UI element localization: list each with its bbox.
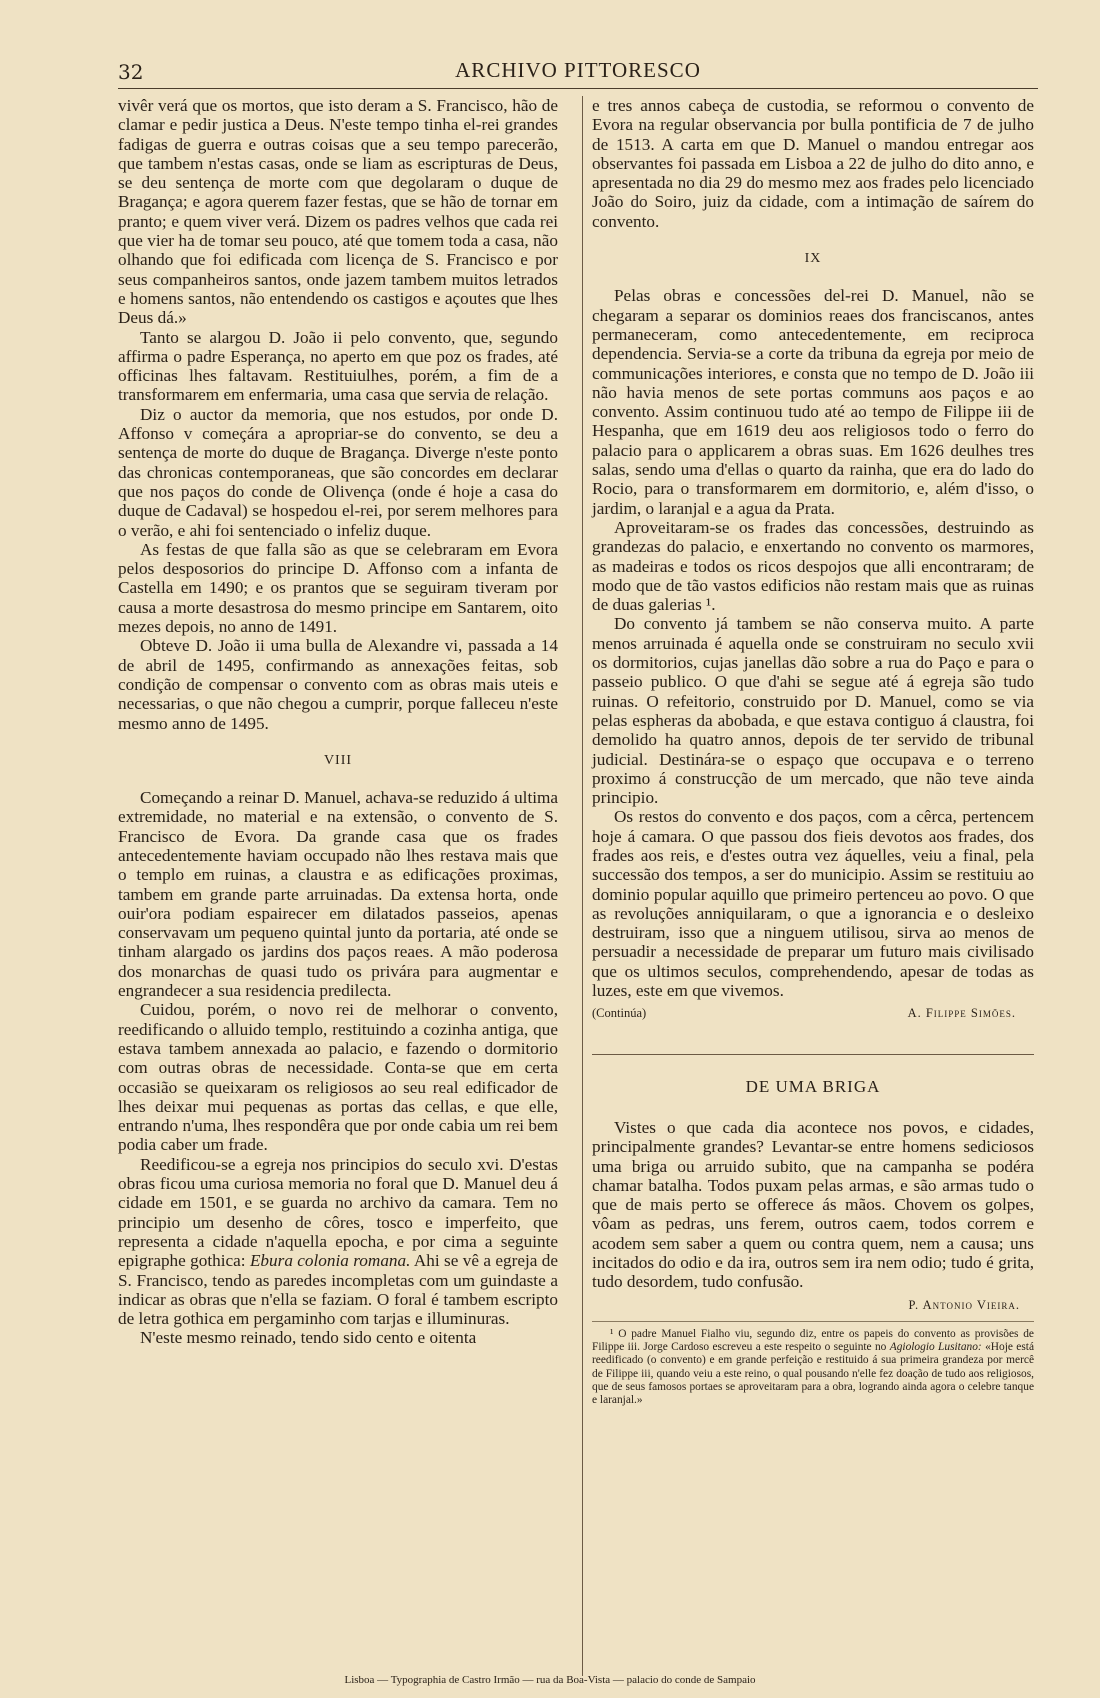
paragraph: Aproveitaram-se os frades das concessões, destruindo as grandezas do palacio, e enxertando no convento os marmores, as madeiras e todos os ricos despojos que alli encontraram; de modo que de tão vastos edificios não restam mais que as ruinas de duas galerias ¹.	[592, 517, 1034, 615]
section-heading-viii: VIII	[323, 752, 353, 768]
continua-note: (Continúa)	[592, 1006, 647, 1021]
paragraph: Começando a reinar D. Manuel, achava-se reduzido á ultima extremidade, no material e na extensão, o convento de S. Francisco de Evora. Da grande casa que os frades antecedentemente haviam occupado não lhes restava mais que o templo em ruinas, a claustra e as edificações proximas, tambem em grande parte arruinadas. Da extensa horta, onde ouir'ora podiam espairecer em dilatados passeios, apenas conservavam um pequeno quintal junto da portaria, até onde se tinham alargado os jardins dos paços reaes. A mão poderosa dos monarchas de quasi tudo os privára para augmentar e engrandecer a sua residencia predilecta.	[118, 788, 558, 1001]
italic-title: Agiologio Lusitano:	[889, 1341, 982, 1354]
running-title: ARCHIVO PITTORESCO	[455, 58, 701, 82]
text-run: ¹ O padre Manuel Fialho viu, segundo diz, entre os papeis do convento as provisões de Filippe iii. Jorge Cardoso escreveu a este respeito o seguinte no	[592, 1327, 1034, 1354]
paragraph: Obteve D. João ii uma bulla de Alexandre vi, passada a 14 de abril de 1495, confirmando as annexações feitas, sob condição de compensar o convento com as obras mais uteis e necessarias, o que não chegou a cumprir, porque falleceu n'este mesmo anno de 1495.	[118, 636, 558, 733]
footnote	[592, 1321, 1034, 1407]
section-heading-ix: IX	[804, 251, 822, 267]
author-signature: P. Antonio Vieira.	[908, 1297, 1020, 1312]
paragraph: Cuidou, porém, o novo rei de melhorar o convento, reedificando o alluido templo, restituindo a cozinha antiga, que estava tambem annexada ao palacio, e fazendo o dormitorio com outras obras de necessidade. Conta-se que em certa occasião se queixaram os religiosos ao seu real edificador de lhes deixar mui pequenas as portas das cellas, e que elle, entrando n'uma, lhes respondêra que por onde cabia um rei bem podia caber um frade.	[118, 1000, 558, 1155]
paragraph: N'este mesmo reinado, tendo sido cento e oitenta	[140, 1328, 477, 1348]
left-column	[118, 96, 558, 1348]
author-signature: A. Filippe Simões.	[907, 1006, 1016, 1021]
paragraph: As festas de que falla são as que se celebraram em Evora pelos desposorios do principe D. Affonso com a infanta de Castella em 1490; e os prantos que se seguiram tiveram por causa a morte desastrosa do mesmo principe em Santarem, oito mezes depois, no anno de 1491.	[118, 539, 558, 637]
text-run: Ahi se vê a egreja de S. Francisco, tendo as paredes incompletas com um guindaste a indicar as obras que n'ella se faziam. O foral é tambem escripto de letra gothica em pergaminho com tarjas e illuminuras.	[118, 1251, 559, 1329]
paragraph: Os restos do convento e dos paços, com a cêrca, pertencem hoje á camara. O que passou dos fieis devotos aos frades, dos frades aos reis, e d'estes outra vez áquelles, veiu a final, pela successão dos tempos, a ser do municipio. Assim se restituiu ao dominio popular aquillo que primeiro pertenceu ao povo. O que as revoluções anniquilaram, o que a ignorancia e o desleixo destruiram, isso que a ninguem utilisou, sirva ao menos de persuadir a necessidade de preparar um futuro mais civilisado que os ultimos seculos, comprehendendo, apesar de todas as luzes, este em que vivemos.	[592, 807, 1034, 1001]
signature-row	[592, 1004, 1034, 1023]
paragraph-ebura	[118, 1155, 558, 1329]
paragraph: Pelas obras e concessões del-rei D. Manuel, não se chegaram a separar os dominios reaes dos franciscanos, antes permaneceram, como antecedentemente, em reciproca dependencia. Servia-se a corte da tribuna da egreja por meio de communicações interiores, e consta que no tempo de D. João iii não havia menos de sete portas communs aos paços e ao convento. Assim continuou tudo até ao tempo de Filippe iii de Hespanha, que em 1619 deu aos religiosos todo o ferro do palacio para o applicarem a obras suas. Em 1626 deulhes tres salas, sendo uma d'ellas o quarto da rainha, que era do lado do Rocio, para o transformarem em dormitorio, e, além d'isso, o jardim, o laranjal e a agua da Prata.	[592, 286, 1034, 518]
paragraph: Diz o auctor da memoria, que nos estudos, por onde D. Affonso v começára a apropriar-se do convento, se deu a sentença de morte do duque de Bragança. Diverge n'este ponto das chronicas contemporaneas, que são concordes em declarar que nos paços do conde de Olivença (onde é hoje a casa do duque de Cadaval) se hospedou el-rei, por serem melhores para o verão, e ahi foi sentenciado o infeliz duque.	[118, 404, 558, 540]
text-run: «Hoje está reedificado (o convento) e em grande perfeição e restituido á sua primeira grandeza por mercê de Filippe iii, quando veiu a este reino, o qual pousando n'elle fez doação de tudo aos religiosos, que de seus famosos portaes se aproveitaram para a obra, logrando ainda agora o celebre tanque e laranjal.»	[592, 1341, 1035, 1406]
italic-epigraph: Ebura colonia romana.	[249, 1251, 411, 1271]
article-title: DE UMA BRIGA	[592, 1054, 1034, 1096]
paragraph: e tres annos cabeça de custodia, se reformou o convento de Evora na regular observancia por bulla pontificia de 7 de julho de 1513. A carta em que D. Manuel o mandou entregar aos observantes foi passada em Lisboa a 22 de julho do dito anno, e apresentada no dia 29 do mesmo mez aos frades pelo licenciado João do Soiro, juiz da cidade, com a intimação de saírem do convento.	[592, 96, 1034, 231]
column-divider	[582, 96, 583, 1676]
footnote-text	[592, 1328, 1034, 1407]
text-run: Reedificou-se a egreja nos principios do seculo xvi. D'estas obras ficou uma curiosa memoria no foral que D. Manuel deu á cidade em 1501, e se guarda no archivo da camara. Tem no principio um desenho de côres, tosco e imperfeito, que representa a cidade n'aquella epocha, e por cima a seguinte epigraphe gothica:	[118, 1154, 558, 1271]
paragraph: Tanto se alargou D. João ii pelo convento, que, segundo affirma o padre Esperança, no aperto em que poz os frades, até officinas lhes faltavam. Restituiulhes, porém, a fim de a transformarem em enfermaria, uma casa que servia de relação.	[118, 327, 558, 405]
paragraph: vivêr verá que os mortos, que isto deram a S. Francisco, hão de clamar e pedir justica a Deus. N'este tempo tinha el-rei grandes fadigas de guerra e outras coisas que a seu tempo parecerão, que tambem n'estas casas, onde se liam as escripturas de Deus, se deu sentença de morte com que degolaram o duque de Bragança; e agora querem fazer festas, que se hão de tornar em pranto; e quem viver verá. Dizem os padres velhos que cada rei que vier ha de tomar seu pouco, até que tomem toda a casa, não olhando que foi edificada com licença de S. Francisco e por seus companheiros santos, onde jazem tambem muitos letrados e homens santos, não entendendo os castigos e açoutes que lhes Deus dá.»	[118, 96, 558, 328]
page-number: 32	[118, 60, 144, 84]
page-header	[118, 58, 1038, 89]
right-column	[592, 96, 1034, 1407]
imprint-line: Lisboa — Typographia de Castro Irmão — rua da Boa-Vista — palacio do conde de Sampaio	[344, 1674, 756, 1686]
paragraph: Vistes o que cada dia acontece nos povos, e cidades, principalmente grandes? Levantar-se entre homens sediciosos uma briga ou arruido subito, que na campanha se podéra chamar batalha. Todos puxam pelas armas, e são armas tudo o que de mais perto se offerece ás mãos. Chovem os golpes, vôam as pedras, uns ferem, outros caem, todos correm e acodem sem saber a quem ou contra quem, nem a causa; uns incitados do odio e da ira, outros sem ira nem odio; tudo é grita, tudo desordem, tudo confusão.	[592, 1117, 1034, 1292]
paragraph: Do convento já tambem se não conserva muito. A parte menos arruinada é aquella onde se construiram no seculo xvii os dormitorios, cujas janellas dão sobre a rua do Paço e para o passeio publico. O que d'ahi se segue até á egreja são tudo ruinas. O refeitorio, construido por D. Manuel, como se via pelas espheras da abobada, e que estava contiguo á claustra, foi demolido ha quatro annos, depois de ter servido de tribunal judicial. Destinára-se o espaço que occupava e o terreno proximo á construcção de um mercado, que não teve ainda principio.	[592, 614, 1034, 808]
